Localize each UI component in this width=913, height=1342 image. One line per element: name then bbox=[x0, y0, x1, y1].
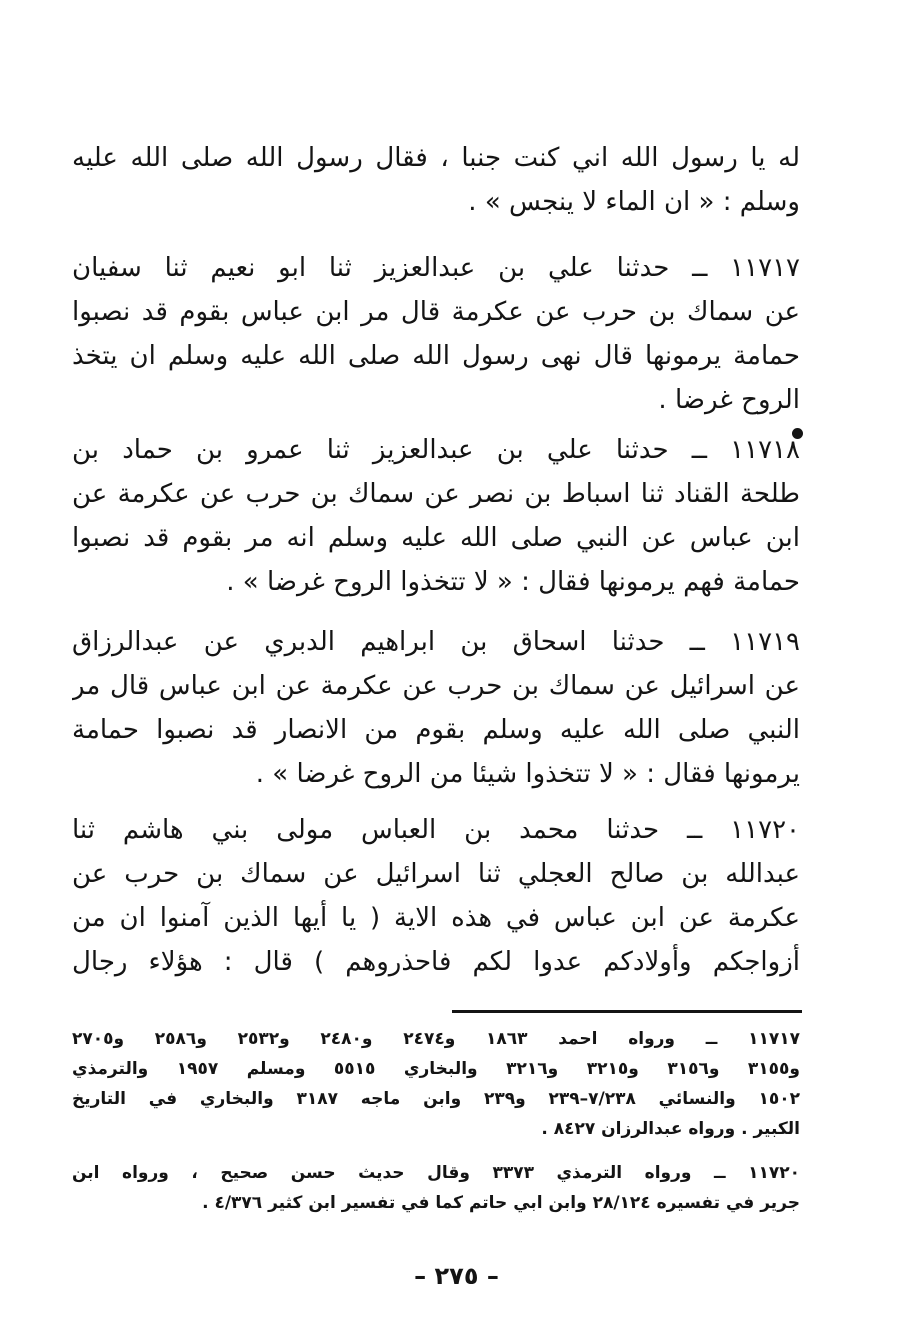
hadith-11720 bbox=[72, 808, 800, 984]
hadith-heading-line: ١١٧١٩ ــ حدثنا اسحاق بن ابراهيم الدبري عن عبدالرزاق bbox=[72, 627, 800, 657]
hadith-11718 bbox=[72, 428, 800, 604]
text-line: عن سماك بن حرب عن عكرمة قال مر ابن عباس بقوم قد نصبوا bbox=[72, 297, 800, 327]
footnote-line: ١١٧٢٠ ــ ورواه الترمذي ٣٣٧٣ وقال حديث حسن صحيح ، ورواه ابن bbox=[72, 1163, 800, 1183]
text-line: وسلم : « ان الماء لا ينجس » . bbox=[468, 187, 800, 217]
opening-paragraph bbox=[72, 136, 800, 224]
footnote-line: الكبير . ورواه عبدالرزان ٨٤٢٧ . bbox=[541, 1119, 800, 1139]
text-line: ابن عباس عن النبي صلى الله عليه وسلم انه مر بقوم قد نصبوا bbox=[72, 523, 800, 553]
page-number: – ٢٧٥ – bbox=[414, 1262, 499, 1290]
hadith-heading-line: ١١٧٢٠ ــ حدثنا محمد بن العباس مولى بني هاشم ثنا bbox=[72, 815, 800, 845]
text-line: الروح غرضا . bbox=[658, 385, 800, 415]
text-line: حمامة فهم يرمونها فقال : « لا تتخذوا الروح غرضا » . bbox=[226, 567, 800, 597]
hadith-11719 bbox=[72, 620, 800, 796]
text-line: عبدالله بن صالح العجلي ثنا اسرائيل عن سماك بن حرب عن bbox=[72, 859, 800, 889]
text-line: يرمونها فقال : « لا تتخذوا شيئا من الروح غرضا » . bbox=[255, 759, 800, 789]
text-line: النبي صلى الله عليه وسلم بقوم من الانصار قد نصبوا حمامة bbox=[72, 715, 800, 745]
footnote-11717 bbox=[72, 1024, 800, 1144]
footnote-11720 bbox=[72, 1158, 800, 1218]
text-line: عكرمة عن ابن عباس في هذه الاية ( يا أيها الذين آمنوا ان من bbox=[72, 903, 800, 933]
text-line: له يا رسول الله اني كنت جنبا ، فقال رسول الله صلى الله عليه bbox=[72, 143, 800, 173]
text-line: طلحة القناد ثنا اسباط بن نصر عن سماك بن حرب عن عكرمة عن bbox=[72, 479, 800, 509]
footnote-line: ١٥٠٢ والنسائي ٧/٢٣٨–٢٣٩ و٢٣٩ وابن ماجه ٣١٨٧ والبخاري في التاريخ bbox=[72, 1089, 800, 1109]
hadith-heading-line: ١١٧١٨ ــ حدثنا علي بن عبدالعزيز ثنا عمرو بن حماد بن bbox=[72, 435, 800, 465]
footnote-line: جرير في تفسيره ٢٨/١٢٤ وابن ابي حاتم كما في تفسير ابن كثير ٤/٣٧٦ . bbox=[202, 1193, 800, 1213]
text-line: عن اسرائيل عن سماك بن حرب عن عكرمة عن ابن عباس قال مر bbox=[72, 671, 800, 701]
text-line: حمامة يرمونها قال نهى رسول الله صلى الله عليه وسلم ان يتخذ bbox=[72, 341, 800, 371]
footnote-line: و٣١٥٥ و٣١٥٦ و٣٢١٥ و٣٢١٦ والبخاري ٥٥١٥ ومسلم ١٩٥٧ والترمذي bbox=[72, 1059, 800, 1079]
text-line: أزواجكم وأولادكم عدوا لكم فاحذروهم ) قال : هؤلاء رجال bbox=[72, 947, 800, 977]
hadith-11717 bbox=[72, 246, 800, 422]
footnote-line: ١١٧١٧ ــ ورواه احمد ١٨٦٣ و٢٤٧٤ و٢٤٨٠ و٢٥٣٢ و٢٥٨٦ و٢٧٠٥ bbox=[72, 1029, 800, 1049]
hadith-heading-line: ١١٧١٧ ــ حدثنا علي بن عبدالعزيز ثنا ابو نعيم ثنا سفيان bbox=[72, 253, 800, 283]
footnote-separator bbox=[452, 1010, 802, 1013]
